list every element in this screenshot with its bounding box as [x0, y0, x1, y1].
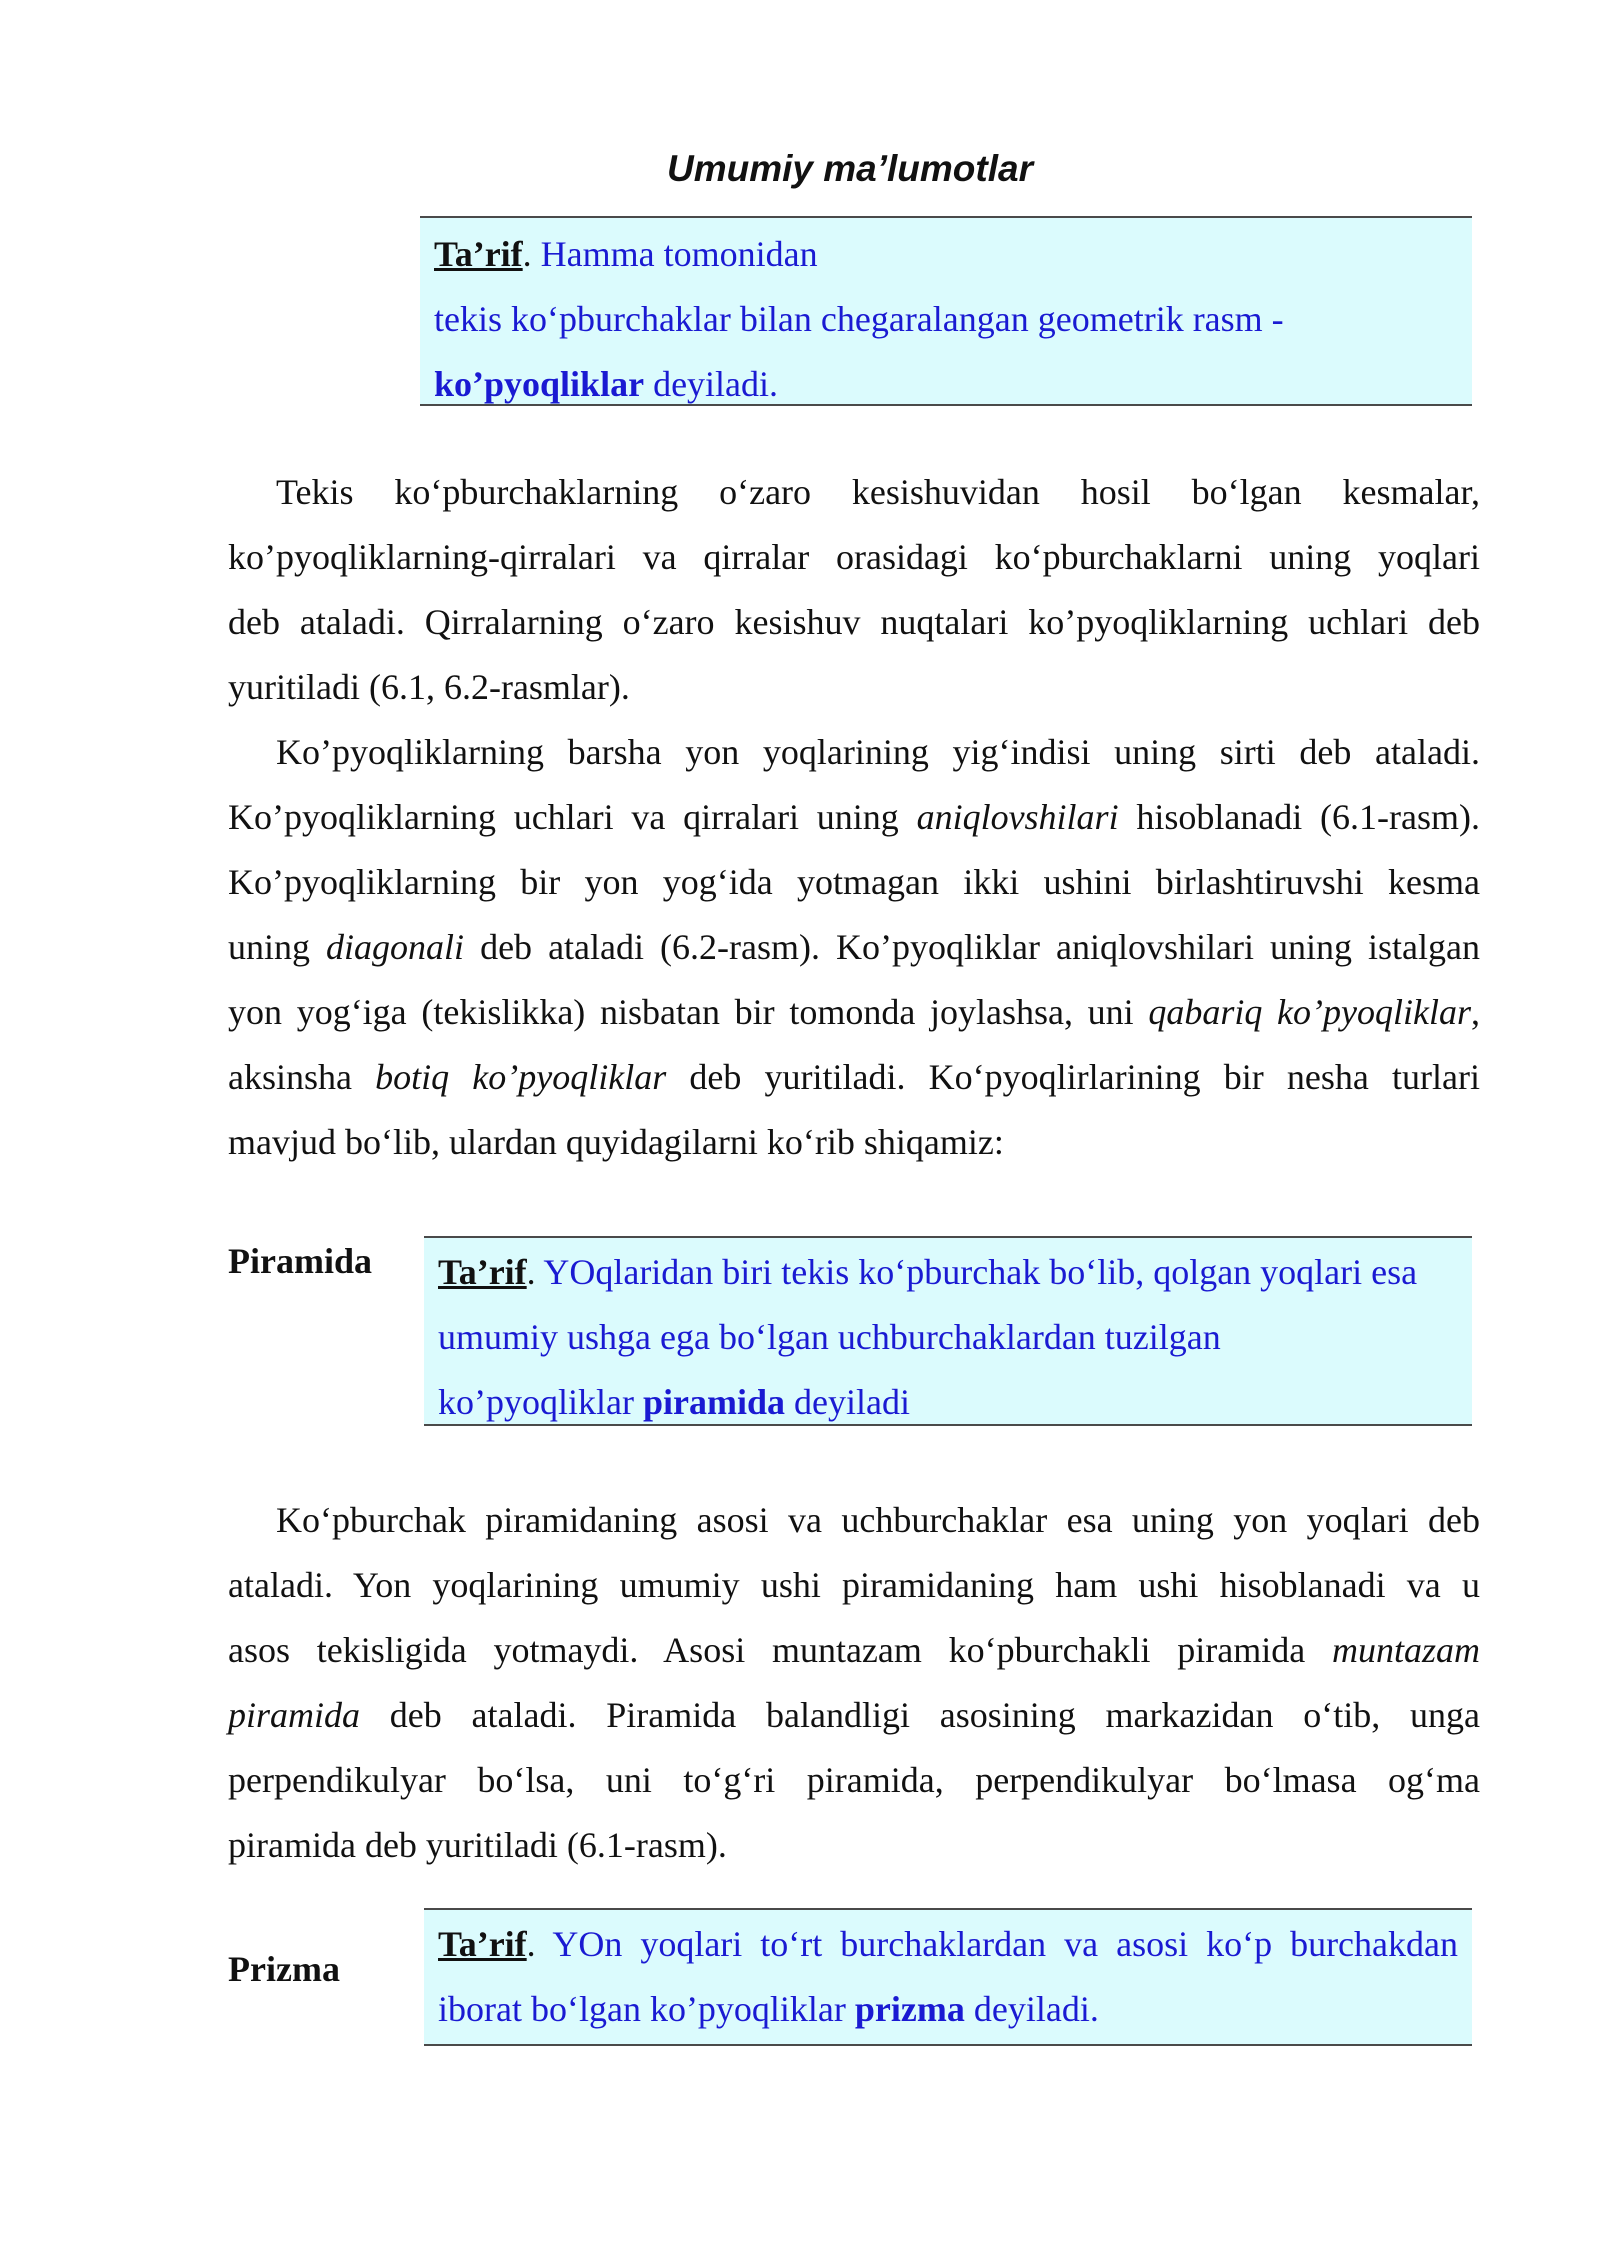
definition-line: umumiy ushga ega bo‘lgan uchburchaklardan tuzilgan	[438, 1317, 1221, 1357]
definition-term: piramida	[642, 1382, 785, 1422]
definition-label: Ta’rif	[438, 1252, 527, 1292]
italic-term: piramida	[228, 1695, 361, 1735]
text-line: yuritiladi (6.1, 6.2-rasmlar).	[228, 667, 630, 707]
text-line	[228, 1618, 1480, 1683]
text-line	[228, 915, 1480, 980]
definition-term: ko’pyoqliklar	[434, 364, 645, 404]
italic-term: qabariq ko’pyoqliklar	[1148, 992, 1471, 1032]
italic-term: muntazam	[1331, 1630, 1480, 1670]
paragraph-1	[228, 460, 1480, 720]
definition-text: YOn yoqlari to‘rt burchaklardan va asosi ko‘p burchakdan	[535, 1924, 1458, 1964]
definition-text: ko’pyoqliklar	[438, 1382, 643, 1422]
text-line	[228, 980, 1480, 1045]
definition-text: iborat bo‘lgan ko’pyoqliklar	[438, 1989, 855, 2029]
definition-line	[438, 1370, 1458, 1435]
definition-box-piramida	[424, 1236, 1472, 1426]
text-line: ko’pyoqliklarning-qirralari va qirralar orasidagi ko‘pburchaklarni uning yoqlari	[228, 537, 1480, 577]
definition-line: Ta’rif. YOqlaridan biri tekis ko‘pburchak bo‘lib, qolgan yoqlari esa	[438, 1252, 1418, 1292]
definition-label: Ta’rif	[434, 234, 523, 274]
text-line: Ko‘pburchak piramidaning asosi va uchburchaklar esa uning yon yoqlari deb	[276, 1500, 1480, 1540]
side-label-prizma: Prizma	[228, 1949, 340, 1989]
text-line	[228, 1683, 1480, 1748]
italic-term: aniqlovshilari	[916, 797, 1119, 837]
text-run: deb ataladi. Piramida balandligi asosining markazidan o‘tib, unga	[360, 1695, 1480, 1735]
italic-term: botiq ko’pyoqliklar	[375, 1057, 667, 1097]
italic-term: diagonali	[326, 927, 465, 967]
definition-text: deyiladi.	[964, 1989, 1099, 2029]
text-line: Ko’pyoqliklarning barsha yon yoqlarining yig‘indisi uning sirti deb ataladi.	[276, 732, 1480, 772]
text-run: ,	[1471, 992, 1480, 1032]
definition-label: Ta’rif	[438, 1924, 527, 1964]
text-line	[228, 1045, 1480, 1110]
text-line: deb ataladi. Qirralarning o‘zaro kesishuv nuqtalari ko’pyoqliklarning uchlari deb	[228, 602, 1480, 642]
definition-line: Ta’rif. YOn yoqlari to‘rt burchaklardan va asosi ko‘p burchakdan	[438, 1924, 1458, 1964]
text-line: mavjud bo‘lib, ulardan quyidagilarni ko‘rib shiqamiz:	[228, 1122, 1004, 1162]
definition-text: deyiladi	[784, 1382, 910, 1422]
text-run: yon yog‘iga (tekislikka) nisbatan bir tomonda joylashsa, uni	[228, 992, 1149, 1032]
text-line: perpendikulyar bo‘lsa, uni to‘g‘ri piramida, perpendikulyar bo‘lmasa og‘ma	[228, 1760, 1480, 1800]
section-heading: Umumiy ma’lumotlar	[667, 148, 1033, 189]
definition-term: prizma	[854, 1989, 965, 2029]
text-run: Ko’pyoqliklarning uchlari va qirralari uning	[228, 797, 917, 837]
text-run: asos tekisligida yotmaydi. Asosi muntazam ko‘pburchakli piramida	[228, 1630, 1332, 1670]
definition-line	[438, 1977, 1458, 2042]
text-line: piramida deb yuritiladi (6.1-rasm).	[228, 1825, 727, 1865]
text-line: Ko’pyoqliklarning bir yon yog‘ida yotmagan ikki ushini birlashtiruvshi kesma	[228, 862, 1480, 902]
text-run: aksinsha	[228, 1057, 376, 1097]
side-label-piramida: Piramida	[228, 1241, 372, 1281]
text-run: hisoblanadi (6.1-rasm).	[1118, 797, 1480, 837]
text-run: deb ataladi (6.2-rasm). Ko’pyoqliklar aniqlovshilari uning istalgan	[464, 927, 1480, 967]
paragraph-3	[228, 1488, 1480, 1878]
text-line: Tekis ko‘pburchaklarning o‘zaro kesishuvidan hosil bo‘lgan kesmalar,	[276, 472, 1480, 512]
text-run: uning	[228, 927, 327, 967]
text-run: deb yuritiladi. Ko‘pyoqlirlarining bir nesha turlari	[666, 1057, 1480, 1097]
definition-line: Ta’rif. Hamma tomonidan	[434, 234, 818, 274]
text-line: ataladi. Yon yoqlarining umumiy ushi piramidaning ham ushi hisoblanadi va u	[228, 1565, 1480, 1605]
definition-text: Hamma tomonidan	[531, 234, 818, 274]
definition-line: tekis ko‘pburchaklar bilan chegaralangan geometrik rasm -	[434, 299, 1284, 339]
definition-text: deyiladi.	[644, 364, 779, 404]
paragraph-2	[228, 720, 1480, 1175]
text-line	[228, 785, 1480, 850]
definition-box-prizma	[424, 1908, 1472, 2046]
definition-box-polyhedron	[420, 216, 1472, 406]
definition-text: YOqlaridan biri tekis ko‘pburchak bo‘lib, qolgan yoqlari esa	[535, 1252, 1418, 1292]
definition-line	[434, 352, 1458, 417]
